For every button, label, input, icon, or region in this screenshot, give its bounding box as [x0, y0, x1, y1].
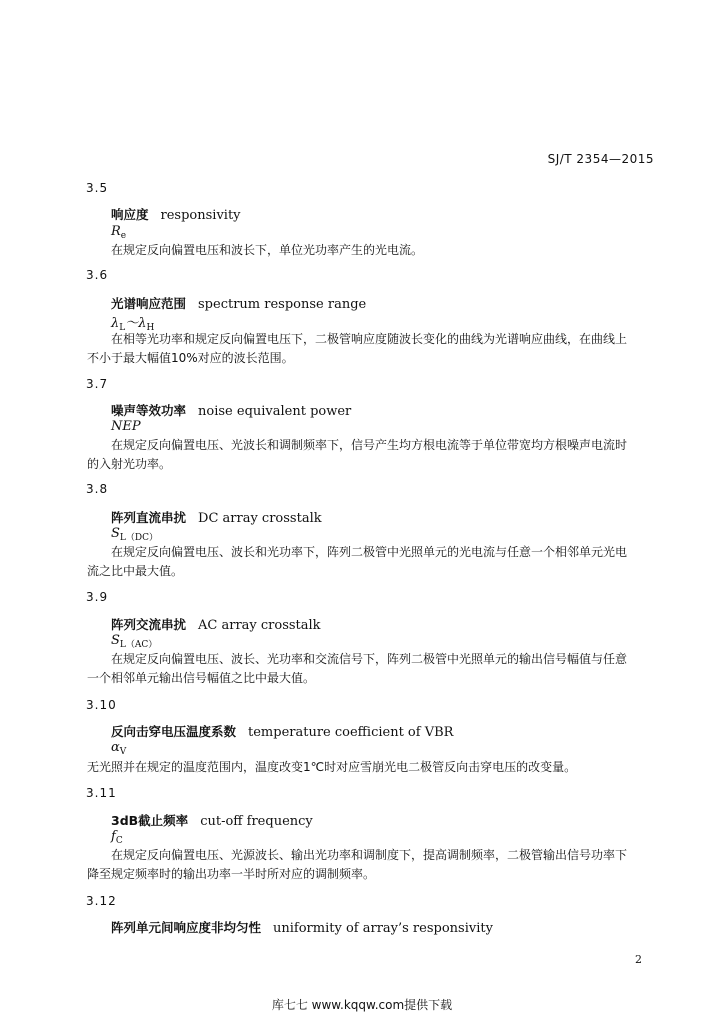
- clause-number: 3.9: [86, 590, 109, 604]
- symbol-main: S: [111, 526, 120, 541]
- clause-number: 3.11: [86, 786, 117, 800]
- term-en: temperature coefficient of VBR: [248, 725, 454, 740]
- term-heading: [111, 918, 493, 936]
- term-heading: [111, 615, 321, 633]
- symbol-sub: L（DC）: [119, 533, 158, 543]
- symbol-main: NEP: [111, 419, 141, 434]
- term-heading: [111, 811, 313, 829]
- term-zh: 噪声等效功率: [111, 403, 187, 418]
- definition-line: 在相等光功率和规定反向偏置电压下，二极管响应度随波长变化的曲线为光谱响应曲线，在曲线上: [111, 332, 628, 346]
- symbol-sub-2: H: [146, 323, 155, 333]
- term-definition: [111, 241, 659, 260]
- term-definition: [87, 846, 659, 884]
- symbol-sub: C: [115, 836, 123, 846]
- term-en: AC array crosstalk: [198, 618, 321, 633]
- term-en: noise equivalent power: [198, 404, 352, 419]
- definition-line: 在规定反向偏置电压、光源波长、输出光功率和调制度下，提高调制频率，二极管输出信号功率下: [111, 848, 628, 862]
- term-heading: [111, 205, 241, 223]
- term-definition: [87, 330, 659, 368]
- symbol-sub: e: [120, 231, 127, 241]
- term-heading: [111, 722, 453, 740]
- term-heading: [111, 401, 351, 419]
- term-en: uniformity of array’s responsivity: [273, 921, 493, 936]
- term-en: DC array crosstalk: [198, 511, 322, 526]
- page-number: 2: [635, 953, 642, 966]
- symbol-main: α: [111, 740, 120, 755]
- symbol-main: λ: [111, 316, 120, 331]
- term-en: cut-off frequency: [200, 814, 313, 829]
- clause-number: 3.12: [86, 894, 117, 908]
- term-zh: 阵列直流串扰: [111, 510, 187, 525]
- term-en: responsivity: [160, 208, 241, 223]
- term-definition: [87, 543, 659, 581]
- clause-number: 3.6: [86, 268, 109, 282]
- term-heading: [111, 294, 366, 312]
- term-zh: 光谱响应范围: [111, 296, 187, 311]
- term-symbol: [111, 224, 126, 241]
- clause-number: 3.7: [86, 377, 109, 391]
- definition-line: 不小于最大幅值10%对应的波长范围。: [87, 351, 294, 365]
- download-footer: 库七七 www.kqqw.com提供下载: [271, 998, 453, 1012]
- term-symbol: [111, 633, 157, 650]
- definition-line: 一个相邻单元输出信号幅值之比中最大值。: [87, 671, 316, 685]
- term-zh: 反向击穿电压温度系数: [111, 724, 237, 739]
- symbol-main: f: [111, 829, 116, 844]
- clause-number: 3.5: [86, 181, 109, 195]
- term-heading: [111, 508, 322, 526]
- term-definition: [87, 650, 659, 688]
- symbol-sub: V: [119, 747, 127, 757]
- clause-number: 3.10: [86, 698, 117, 712]
- term-zh: 响应度: [111, 207, 149, 222]
- term-zh: 3dB截止频率: [111, 813, 189, 828]
- definition-line: 在规定反向偏置电压、波长和光功率下，阵列二极管中光照单元的光电流与任意一个相邻单元光电: [111, 545, 628, 559]
- definition-line: 在规定反向偏置电压、波长、光功率和交流信号下，阵列二极管中光照单元的输出信号幅值与任意: [111, 652, 628, 666]
- definition-line: 的入射光功率。: [87, 457, 172, 471]
- term-en: spectrum response range: [198, 297, 367, 312]
- symbol-sub: L（AC）: [119, 640, 158, 650]
- definition-line: 在规定反向偏置电压和波长下，单位光功率产生的光电流。: [111, 243, 424, 257]
- term-definition: [87, 758, 659, 777]
- term-zh: 阵列单元间响应度非均匀性: [111, 920, 262, 935]
- clause-number: 3.8: [86, 482, 109, 496]
- term-symbol: [111, 740, 126, 757]
- symbol-main: S: [111, 633, 120, 648]
- term-symbol: [111, 526, 158, 543]
- symbol-main: R: [111, 224, 121, 239]
- symbol-main-2: ～λ: [125, 316, 147, 331]
- term-definition: [87, 436, 659, 474]
- term-symbol: [111, 419, 141, 434]
- definition-line: 在规定反向偏置电压、光波长和调制频率下，信号产生均方根电流等于单位带宽均方根噪声电流时: [111, 438, 628, 452]
- definition-line: 无光照并在规定的温度范围内，温度改变1℃时对应雪崩光电二极管反向击穿电压的改变量。: [87, 760, 577, 774]
- term-symbol: [111, 829, 123, 846]
- term-zh: 阵列交流串扰: [111, 617, 187, 632]
- definition-line: 降至规定频率时的输出功率一半时所对应的调制频率。: [87, 867, 376, 881]
- definition-line: 流之比中最大值。: [87, 564, 184, 578]
- standard-number: SJ/T 2354—2015: [547, 152, 654, 166]
- symbol-sub: L: [119, 323, 126, 333]
